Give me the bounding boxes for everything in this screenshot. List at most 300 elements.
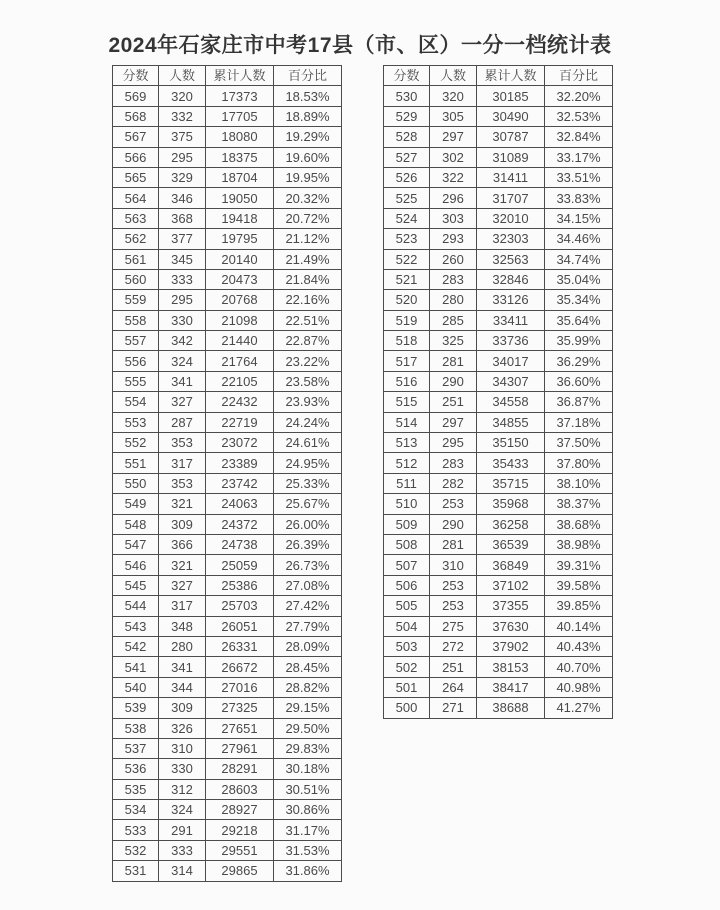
table-row <box>384 310 613 330</box>
cumulative-cell: 26672 <box>206 657 274 677</box>
table-row <box>113 759 342 779</box>
cumulative-cell: 38153 <box>477 657 545 677</box>
percentage-cell: 37.50% <box>545 433 613 453</box>
table-row <box>384 269 613 289</box>
score-cell: 564 <box>113 188 159 208</box>
count-cell: 333 <box>159 840 206 860</box>
cumulative-cell: 34855 <box>477 412 545 432</box>
score-cell: 531 <box>113 861 159 881</box>
cumulative-cell: 21764 <box>206 351 274 371</box>
percentage-cell: 30.51% <box>274 779 342 799</box>
count-cell: 368 <box>159 208 206 228</box>
score-cell: 563 <box>113 208 159 228</box>
table-row <box>384 106 613 126</box>
table-row <box>113 167 342 187</box>
score-cell: 558 <box>113 310 159 330</box>
table-row <box>113 269 342 289</box>
percentage-cell: 34.74% <box>545 249 613 269</box>
table-row <box>384 453 613 473</box>
percentage-cell: 38.98% <box>545 534 613 554</box>
count-cell: 251 <box>430 657 477 677</box>
percentage-cell: 40.43% <box>545 636 613 656</box>
count-cell: 260 <box>430 249 477 269</box>
count-cell: 291 <box>159 820 206 840</box>
score-cell: 517 <box>384 351 430 371</box>
count-cell: 346 <box>159 188 206 208</box>
percentage-cell: 32.53% <box>545 106 613 126</box>
percentage-cell: 33.83% <box>545 188 613 208</box>
cumulative-cell: 17705 <box>206 106 274 126</box>
cumulative-cell: 32010 <box>477 208 545 228</box>
count-cell: 366 <box>159 534 206 554</box>
percentage-cell: 40.14% <box>545 616 613 636</box>
count-cell: 342 <box>159 331 206 351</box>
table-row <box>113 249 342 269</box>
percentage-cell: 30.86% <box>274 800 342 820</box>
col-header-count: 人数 <box>159 66 206 86</box>
col-header-score: 分数 <box>113 66 159 86</box>
count-cell: 295 <box>159 147 206 167</box>
table-row <box>384 412 613 432</box>
count-cell: 322 <box>430 167 477 187</box>
cumulative-cell: 19418 <box>206 208 274 228</box>
percentage-cell: 23.22% <box>274 351 342 371</box>
count-cell: 332 <box>159 106 206 126</box>
count-cell: 281 <box>430 351 477 371</box>
table-body-left <box>113 86 342 881</box>
cumulative-cell: 33411 <box>477 310 545 330</box>
table-row <box>384 86 613 106</box>
count-cell: 325 <box>430 331 477 351</box>
score-cell: 543 <box>113 616 159 636</box>
cumulative-cell: 33736 <box>477 331 545 351</box>
table-row <box>384 392 613 412</box>
table-row <box>384 290 613 310</box>
cumulative-cell: 19795 <box>206 229 274 249</box>
table-row <box>113 188 342 208</box>
count-cell: 310 <box>159 738 206 758</box>
count-cell: 310 <box>430 555 477 575</box>
table-row <box>384 249 613 269</box>
table-row <box>113 331 342 351</box>
score-cell: 567 <box>113 127 159 147</box>
percentage-cell: 19.95% <box>274 167 342 187</box>
table-row <box>384 208 613 228</box>
score-cell: 514 <box>384 412 430 432</box>
cumulative-cell: 24372 <box>206 514 274 534</box>
count-cell: 280 <box>430 290 477 310</box>
count-cell: 290 <box>430 514 477 534</box>
cumulative-cell: 36849 <box>477 555 545 575</box>
count-cell: 326 <box>159 718 206 738</box>
count-cell: 295 <box>430 433 477 453</box>
count-cell: 253 <box>430 494 477 514</box>
count-cell: 295 <box>159 290 206 310</box>
col-header-percentage: 百分比 <box>274 66 342 86</box>
cumulative-cell: 21098 <box>206 310 274 330</box>
cumulative-cell: 30490 <box>477 106 545 126</box>
count-cell: 353 <box>159 433 206 453</box>
cumulative-cell: 27325 <box>206 698 274 718</box>
table-row <box>384 514 613 534</box>
count-cell: 287 <box>159 412 206 432</box>
table-row <box>113 86 342 106</box>
count-cell: 272 <box>430 636 477 656</box>
percentage-cell: 39.58% <box>545 575 613 595</box>
cumulative-cell: 19050 <box>206 188 274 208</box>
cumulative-cell: 24738 <box>206 534 274 554</box>
percentage-cell: 21.84% <box>274 269 342 289</box>
cumulative-cell: 35968 <box>477 494 545 514</box>
col-header-cumulative-count: 累计人数 <box>477 66 545 86</box>
table-row <box>384 677 613 697</box>
cumulative-cell: 22719 <box>206 412 274 432</box>
table-row <box>113 106 342 126</box>
table-row <box>113 779 342 799</box>
table-row <box>384 494 613 514</box>
score-cell: 529 <box>384 106 430 126</box>
table-row <box>384 596 613 616</box>
count-cell: 309 <box>159 514 206 534</box>
percentage-cell: 19.29% <box>274 127 342 147</box>
cumulative-cell: 27651 <box>206 718 274 738</box>
table-row <box>384 657 613 677</box>
score-cell: 534 <box>113 800 159 820</box>
score-cell: 521 <box>384 269 430 289</box>
count-cell: 348 <box>159 616 206 636</box>
score-cell: 502 <box>384 657 430 677</box>
percentage-cell: 24.95% <box>274 453 342 473</box>
cumulative-cell: 37355 <box>477 596 545 616</box>
count-cell: 377 <box>159 229 206 249</box>
percentage-cell: 20.72% <box>274 208 342 228</box>
cumulative-cell: 20768 <box>206 290 274 310</box>
count-cell: 297 <box>430 412 477 432</box>
score-cell: 523 <box>384 229 430 249</box>
percentage-cell: 28.09% <box>274 636 342 656</box>
count-cell: 271 <box>430 698 477 718</box>
table-body-right <box>384 86 613 718</box>
cumulative-cell: 23389 <box>206 453 274 473</box>
cumulative-cell: 37102 <box>477 575 545 595</box>
count-cell: 329 <box>159 167 206 187</box>
table-row <box>113 310 342 330</box>
count-cell: 317 <box>159 596 206 616</box>
table-row <box>113 453 342 473</box>
percentage-cell: 29.50% <box>274 718 342 738</box>
cumulative-cell: 18080 <box>206 127 274 147</box>
table-row <box>113 412 342 432</box>
score-cell: 544 <box>113 596 159 616</box>
table-row <box>113 229 342 249</box>
cumulative-cell: 33126 <box>477 290 545 310</box>
table-row <box>384 229 613 249</box>
count-cell: 251 <box>430 392 477 412</box>
count-cell: 285 <box>430 310 477 330</box>
cumulative-cell: 35715 <box>477 473 545 493</box>
count-cell: 327 <box>159 392 206 412</box>
score-cell: 527 <box>384 147 430 167</box>
score-cell: 503 <box>384 636 430 656</box>
percentage-cell: 28.45% <box>274 657 342 677</box>
score-cell: 533 <box>113 820 159 840</box>
table-row <box>384 371 613 391</box>
percentage-cell: 33.17% <box>545 147 613 167</box>
table-row <box>113 800 342 820</box>
score-cell: 518 <box>384 331 430 351</box>
percentage-cell: 33.51% <box>545 167 613 187</box>
table-row <box>113 208 342 228</box>
table-row <box>113 147 342 167</box>
percentage-cell: 21.12% <box>274 229 342 249</box>
score-cell: 542 <box>113 636 159 656</box>
score-cell: 507 <box>384 555 430 575</box>
percentage-cell: 27.08% <box>274 575 342 595</box>
percentage-cell: 18.53% <box>274 86 342 106</box>
table-row <box>113 636 342 656</box>
cumulative-cell: 36258 <box>477 514 545 534</box>
table-row <box>113 433 342 453</box>
cumulative-cell: 29551 <box>206 840 274 860</box>
table-row <box>113 820 342 840</box>
score-cell: 504 <box>384 616 430 636</box>
score-cell: 511 <box>384 473 430 493</box>
count-cell: 312 <box>159 779 206 799</box>
count-cell: 324 <box>159 800 206 820</box>
cumulative-cell: 35433 <box>477 453 545 473</box>
count-cell: 345 <box>159 249 206 269</box>
percentage-cell: 40.98% <box>545 677 613 697</box>
count-cell: 297 <box>430 127 477 147</box>
cumulative-cell: 29218 <box>206 820 274 840</box>
count-cell: 321 <box>159 494 206 514</box>
table-row <box>113 596 342 616</box>
cumulative-cell: 28603 <box>206 779 274 799</box>
score-cell: 525 <box>384 188 430 208</box>
table-row <box>384 616 613 636</box>
score-cell: 551 <box>113 453 159 473</box>
table-row <box>113 392 342 412</box>
count-cell: 283 <box>430 453 477 473</box>
score-cell: 530 <box>384 86 430 106</box>
count-cell: 330 <box>159 759 206 779</box>
score-cell: 552 <box>113 433 159 453</box>
percentage-cell: 34.15% <box>545 208 613 228</box>
percentage-cell: 18.89% <box>274 106 342 126</box>
percentage-cell: 32.20% <box>545 86 613 106</box>
table-row <box>113 534 342 554</box>
percentage-cell: 40.70% <box>545 657 613 677</box>
percentage-cell: 30.18% <box>274 759 342 779</box>
percentage-cell: 29.83% <box>274 738 342 758</box>
count-cell: 264 <box>430 677 477 697</box>
score-cell: 512 <box>384 453 430 473</box>
count-cell: 305 <box>430 106 477 126</box>
header-row <box>384 66 613 86</box>
cumulative-cell: 20140 <box>206 249 274 269</box>
percentage-cell: 26.00% <box>274 514 342 534</box>
cumulative-cell: 22105 <box>206 371 274 391</box>
cumulative-cell: 25386 <box>206 575 274 595</box>
cumulative-cell: 32303 <box>477 229 545 249</box>
score-cell: 516 <box>384 371 430 391</box>
percentage-cell: 22.51% <box>274 310 342 330</box>
cumulative-cell: 25703 <box>206 596 274 616</box>
cumulative-cell: 37630 <box>477 616 545 636</box>
score-cell: 555 <box>113 371 159 391</box>
cumulative-cell: 36539 <box>477 534 545 554</box>
percentage-cell: 26.39% <box>274 534 342 554</box>
count-cell: 253 <box>430 575 477 595</box>
score-cell: 568 <box>113 106 159 126</box>
percentage-cell: 37.80% <box>545 453 613 473</box>
score-cell: 560 <box>113 269 159 289</box>
percentage-cell: 35.34% <box>545 290 613 310</box>
cumulative-cell: 18375 <box>206 147 274 167</box>
percentage-cell: 35.99% <box>545 331 613 351</box>
percentage-cell: 27.42% <box>274 596 342 616</box>
cumulative-cell: 31411 <box>477 167 545 187</box>
count-cell: 280 <box>159 636 206 656</box>
score-cell: 547 <box>113 534 159 554</box>
table-row <box>113 575 342 595</box>
percentage-cell: 36.60% <box>545 371 613 391</box>
percentage-cell: 25.67% <box>274 494 342 514</box>
table-row <box>384 473 613 493</box>
percentage-cell: 37.18% <box>545 412 613 432</box>
count-cell: 283 <box>430 269 477 289</box>
cumulative-cell: 27961 <box>206 738 274 758</box>
count-cell: 341 <box>159 657 206 677</box>
percentage-cell: 29.15% <box>274 698 342 718</box>
percentage-cell: 35.04% <box>545 269 613 289</box>
score-cell: 522 <box>384 249 430 269</box>
score-cell: 537 <box>113 738 159 758</box>
percentage-cell: 23.58% <box>274 371 342 391</box>
table-row <box>384 698 613 718</box>
count-cell: 353 <box>159 473 206 493</box>
score-cell: 535 <box>113 779 159 799</box>
count-cell: 282 <box>430 473 477 493</box>
score-cell: 550 <box>113 473 159 493</box>
percentage-cell: 38.68% <box>545 514 613 534</box>
col-header-percentage: 百分比 <box>545 66 613 86</box>
score-cell: 549 <box>113 494 159 514</box>
score-cell: 520 <box>384 290 430 310</box>
score-cell: 545 <box>113 575 159 595</box>
table-row <box>384 575 613 595</box>
count-cell: 320 <box>159 86 206 106</box>
score-cell: 506 <box>384 575 430 595</box>
percentage-cell: 27.79% <box>274 616 342 636</box>
table-row <box>384 534 613 554</box>
score-cell: 509 <box>384 514 430 534</box>
score-cell: 536 <box>113 759 159 779</box>
table-row <box>113 127 342 147</box>
score-cell: 540 <box>113 677 159 697</box>
table-row <box>384 127 613 147</box>
count-cell: 303 <box>430 208 477 228</box>
col-header-score: 分数 <box>384 66 430 86</box>
cumulative-cell: 22432 <box>206 392 274 412</box>
cumulative-cell: 28291 <box>206 759 274 779</box>
cumulative-cell: 28927 <box>206 800 274 820</box>
score-table-right <box>383 65 613 719</box>
cumulative-cell: 34307 <box>477 371 545 391</box>
cumulative-cell: 21440 <box>206 331 274 351</box>
score-cell: 524 <box>384 208 430 228</box>
page-title: 2024年石家庄市中考17县（市、区）一分一档统计表 <box>108 34 612 57</box>
score-cell: 569 <box>113 86 159 106</box>
cumulative-cell: 32563 <box>477 249 545 269</box>
cumulative-cell: 17373 <box>206 86 274 106</box>
cumulative-cell: 38688 <box>477 698 545 718</box>
score-cell: 532 <box>113 840 159 860</box>
table-row <box>113 698 342 718</box>
score-cell: 510 <box>384 494 430 514</box>
cumulative-cell: 25059 <box>206 555 274 575</box>
cumulative-cell: 26051 <box>206 616 274 636</box>
score-cell: 546 <box>113 555 159 575</box>
percentage-cell: 20.32% <box>274 188 342 208</box>
count-cell: 375 <box>159 127 206 147</box>
percentage-cell: 36.29% <box>545 351 613 371</box>
cumulative-cell: 29865 <box>206 861 274 881</box>
score-cell: 538 <box>113 718 159 738</box>
score-cell: 562 <box>113 229 159 249</box>
table-row <box>113 371 342 391</box>
table-row <box>113 677 342 697</box>
table-row <box>113 718 342 738</box>
score-cell: 565 <box>113 167 159 187</box>
cumulative-cell: 26331 <box>206 636 274 656</box>
percentage-cell: 19.60% <box>274 147 342 167</box>
table-row <box>113 473 342 493</box>
header-row <box>113 66 342 86</box>
count-cell: 290 <box>430 371 477 391</box>
cumulative-cell: 18704 <box>206 167 274 187</box>
cumulative-cell: 30185 <box>477 86 545 106</box>
cumulative-cell: 35150 <box>477 433 545 453</box>
percentage-cell: 31.53% <box>274 840 342 860</box>
percentage-cell: 23.93% <box>274 392 342 412</box>
count-cell: 275 <box>430 616 477 636</box>
table-row <box>113 351 342 371</box>
table-row <box>384 351 613 371</box>
table-row <box>384 331 613 351</box>
count-cell: 327 <box>159 575 206 595</box>
score-cell: 501 <box>384 677 430 697</box>
cumulative-cell: 31707 <box>477 188 545 208</box>
cumulative-cell: 23742 <box>206 473 274 493</box>
cumulative-cell: 34017 <box>477 351 545 371</box>
table-row <box>384 433 613 453</box>
table-row <box>113 290 342 310</box>
table-row <box>113 861 342 881</box>
cumulative-cell: 32846 <box>477 269 545 289</box>
count-cell: 309 <box>159 698 206 718</box>
count-cell: 302 <box>430 147 477 167</box>
cumulative-cell: 31089 <box>477 147 545 167</box>
percentage-cell: 38.37% <box>545 494 613 514</box>
count-cell: 314 <box>159 861 206 881</box>
percentage-cell: 31.17% <box>274 820 342 840</box>
score-cell: 508 <box>384 534 430 554</box>
cumulative-cell: 34558 <box>477 392 545 412</box>
score-cell: 515 <box>384 392 430 412</box>
score-cell: 526 <box>384 167 430 187</box>
score-cell: 553 <box>113 412 159 432</box>
